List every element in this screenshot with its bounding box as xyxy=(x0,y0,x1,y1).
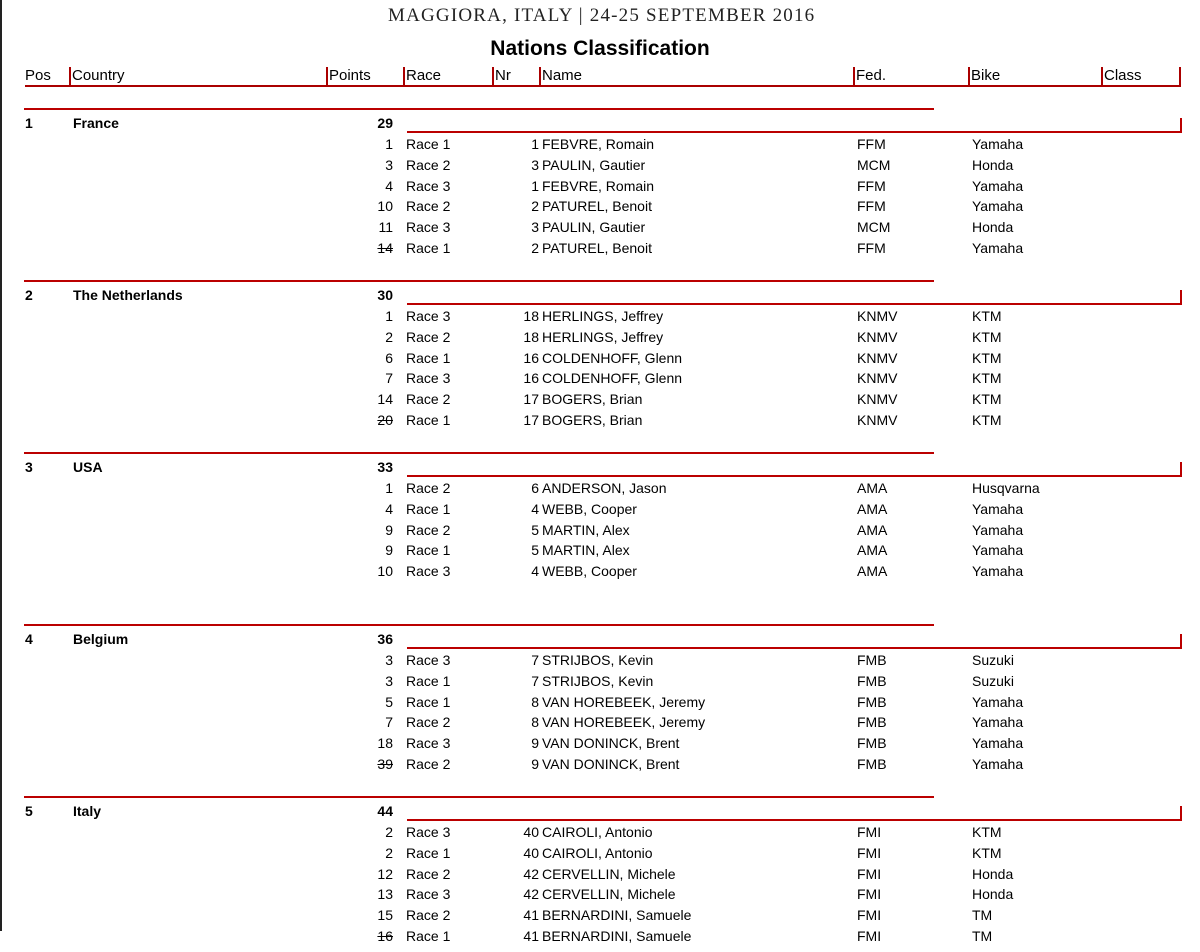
rider-federation: AMA xyxy=(857,542,888,559)
result-row xyxy=(0,178,1200,198)
result-race: Race 3 xyxy=(406,177,451,194)
result-points: 15 xyxy=(377,907,393,924)
result-race: Race 1 xyxy=(406,928,451,944)
rider-number: 2 xyxy=(531,240,539,256)
rider-federation: FMB xyxy=(857,756,887,772)
rider-federation: FMI xyxy=(857,907,882,924)
rider-number: 3 xyxy=(531,156,539,173)
rider-federation: KNMV xyxy=(857,328,898,345)
result-race: Race 2 xyxy=(406,156,451,173)
rider-bike: KTM xyxy=(972,328,1002,345)
result-row xyxy=(0,522,1200,542)
rider-name: MARTIN, Alex xyxy=(542,521,630,538)
result-points: 2 xyxy=(385,328,393,345)
nation-country: France xyxy=(73,115,119,131)
result-points: 18 xyxy=(377,735,393,752)
rider-name: WEBB, Cooper xyxy=(542,563,637,580)
section-divider xyxy=(24,280,934,282)
result-race: Race 1 xyxy=(406,542,451,559)
result-points: 9 xyxy=(385,542,393,559)
result-row xyxy=(0,756,1200,776)
rider-name: PAULIN, Gautier xyxy=(542,156,646,173)
rider-number: 41 xyxy=(523,907,539,924)
result-race: Race 2 xyxy=(406,391,451,408)
nation-country: Italy xyxy=(73,803,102,819)
rider-name: MARTIN, Alex xyxy=(542,542,630,559)
rider-bike: KTM xyxy=(972,844,1002,861)
column-header-country: Country xyxy=(69,67,326,87)
section-tick xyxy=(1180,118,1182,133)
rider-number: 1 xyxy=(531,136,539,152)
result-points: 4 xyxy=(385,177,393,194)
result-row xyxy=(0,886,1200,906)
result-race: Race 3 xyxy=(406,370,451,387)
section-underline xyxy=(407,647,1182,649)
rider-federation: FMB xyxy=(857,693,887,710)
rider-bike: Yamaha xyxy=(972,240,1024,256)
result-row xyxy=(0,563,1200,583)
rider-federation: KNMV xyxy=(857,370,898,387)
result-row xyxy=(0,480,1200,500)
result-row xyxy=(0,219,1200,239)
rider-federation: FMB xyxy=(857,714,887,731)
section-divider xyxy=(24,624,934,626)
rider-federation: FMB xyxy=(857,735,887,752)
rider-bike: Yamaha xyxy=(972,177,1024,194)
rider-bike: Yamaha xyxy=(972,714,1024,731)
nation-block xyxy=(0,780,1200,952)
rider-name: VAN DONINCK, Brent xyxy=(542,735,680,752)
result-points: 20 xyxy=(377,412,393,428)
rider-name: HERLINGS, Jeffrey xyxy=(542,308,664,324)
rider-federation: MCM xyxy=(857,219,891,236)
rider-number: 40 xyxy=(523,844,539,861)
result-points: 1 xyxy=(385,136,393,152)
result-row xyxy=(0,824,1200,844)
result-row xyxy=(0,391,1200,411)
rider-bike: KTM xyxy=(972,391,1002,408)
nation-country: The Netherlands xyxy=(73,287,183,303)
rider-bike: Yamaha xyxy=(972,198,1024,215)
rider-number: 18 xyxy=(523,328,539,345)
result-row xyxy=(0,542,1200,562)
result-race: Race 2 xyxy=(406,198,451,215)
rider-number: 7 xyxy=(531,652,539,668)
rider-number: 9 xyxy=(531,756,539,772)
result-points: 39 xyxy=(377,756,393,772)
rider-federation: FMI xyxy=(857,928,882,944)
nation-points: 33 xyxy=(377,459,393,475)
rider-bike: Yamaha xyxy=(972,756,1024,772)
result-race: Race 2 xyxy=(406,907,451,924)
rider-number: 16 xyxy=(523,370,539,387)
column-header-nr: Nr xyxy=(492,67,539,87)
rider-number: 41 xyxy=(523,928,539,944)
rider-bike: KTM xyxy=(972,349,1002,366)
rider-federation: MCM xyxy=(857,156,891,173)
rider-name: BOGERS, Brian xyxy=(542,412,643,428)
rider-bike: Yamaha xyxy=(972,136,1024,152)
section-underline xyxy=(407,303,1182,305)
result-race: Race 2 xyxy=(406,521,451,538)
result-row xyxy=(0,350,1200,370)
result-points: 1 xyxy=(385,308,393,324)
result-race: Race 3 xyxy=(406,824,451,840)
result-points: 16 xyxy=(377,928,393,944)
rider-bike: KTM xyxy=(972,824,1002,840)
result-points: 7 xyxy=(385,714,393,731)
rider-name: WEBB, Cooper xyxy=(542,500,637,517)
rider-bike: Honda xyxy=(972,865,1014,882)
result-points: 14 xyxy=(377,391,393,408)
result-points: 3 xyxy=(385,672,393,689)
rider-federation: FMI xyxy=(857,824,882,840)
result-points: 6 xyxy=(385,349,393,366)
rider-name: VAN HOREBEEK, Jeremy xyxy=(542,714,706,731)
rider-number: 8 xyxy=(531,714,539,731)
result-row xyxy=(0,412,1200,432)
nation-points: 29 xyxy=(377,115,393,131)
result-points: 14 xyxy=(377,240,393,256)
rider-bike: TM xyxy=(972,928,993,944)
result-race: Race 1 xyxy=(406,844,451,861)
rider-bike: KTM xyxy=(972,412,1002,428)
rider-number: 17 xyxy=(523,412,539,428)
rider-number: 17 xyxy=(523,391,539,408)
rider-name: FEBVRE, Romain xyxy=(542,177,655,194)
result-race: Race 3 xyxy=(406,652,451,668)
result-points: 9 xyxy=(385,521,393,538)
result-race: Race 3 xyxy=(406,219,451,236)
result-race: Race 2 xyxy=(406,714,451,731)
result-row xyxy=(0,845,1200,865)
rider-name: STRIJBOS, Kevin xyxy=(542,672,654,689)
nation-pos: 2 xyxy=(25,287,33,303)
rider-federation: KNMV xyxy=(857,349,898,366)
rider-federation: FMI xyxy=(857,886,882,903)
result-row xyxy=(0,735,1200,755)
nation-country: USA xyxy=(73,459,103,475)
result-row xyxy=(0,240,1200,260)
rider-federation: FMB xyxy=(857,652,887,668)
rider-bike: Yamaha xyxy=(972,500,1024,517)
column-header-bike: Bike xyxy=(968,67,1101,87)
rider-number: 6 xyxy=(531,480,539,496)
result-race: Race 3 xyxy=(406,308,451,324)
result-row xyxy=(0,652,1200,672)
rider-federation: KNMV xyxy=(857,412,898,428)
result-row xyxy=(0,308,1200,328)
rider-bike: KTM xyxy=(972,370,1002,387)
rider-name: PATUREL, Benoit xyxy=(542,198,652,215)
column-header-race: Race xyxy=(403,67,492,87)
section-underline xyxy=(407,819,1182,821)
rider-name: BERNARDINI, Samuele xyxy=(542,907,692,924)
rider-bike: Yamaha xyxy=(972,521,1024,538)
result-row xyxy=(0,329,1200,349)
rider-bike: Yamaha xyxy=(972,735,1024,752)
nations-list xyxy=(0,92,1200,952)
result-points: 7 xyxy=(385,370,393,387)
nation-block xyxy=(0,608,1200,780)
result-row xyxy=(0,928,1200,948)
rider-number: 16 xyxy=(523,349,539,366)
result-row xyxy=(0,501,1200,521)
rider-number: 4 xyxy=(531,563,539,580)
result-race: Race 2 xyxy=(406,865,451,882)
rider-name: FEBVRE, Romain xyxy=(542,136,655,152)
nation-pos: 1 xyxy=(25,115,33,131)
result-row xyxy=(0,157,1200,177)
rider-bike: Yamaha xyxy=(972,563,1024,580)
result-race: Race 2 xyxy=(406,756,451,772)
rider-name: HERLINGS, Jeffrey xyxy=(542,328,664,345)
result-points: 4 xyxy=(385,500,393,517)
page-title: Nations Classification xyxy=(490,37,710,60)
rider-name: CAIROLI, Antonio xyxy=(542,824,653,840)
rider-federation: FMB xyxy=(857,672,887,689)
event-header: MAGGIORA, ITALY | 24-25 SEPTEMBER 2016 xyxy=(388,5,816,26)
rider-number: 42 xyxy=(523,865,539,882)
result-points: 10 xyxy=(377,563,393,580)
rider-number: 1 xyxy=(531,177,539,194)
rider-bike: TM xyxy=(972,907,993,924)
result-race: Race 1 xyxy=(406,240,451,256)
rider-bike: Husqvarna xyxy=(972,480,1040,496)
nation-points: 44 xyxy=(377,803,393,819)
nation-block xyxy=(0,92,1200,264)
result-points: 13 xyxy=(377,886,393,903)
result-row xyxy=(0,198,1200,218)
column-header-class: Class xyxy=(1101,67,1181,87)
rider-name: COLDENHOFF, Glenn xyxy=(542,349,683,366)
column-header-points: Points xyxy=(326,67,403,87)
rider-name: COLDENHOFF, Glenn xyxy=(542,370,683,387)
rider-number: 9 xyxy=(531,735,539,752)
result-row xyxy=(0,866,1200,886)
nation-pos: 3 xyxy=(25,459,33,475)
rider-number: 8 xyxy=(531,693,539,710)
column-header-pos: Pos xyxy=(25,67,69,87)
rider-federation: FMI xyxy=(857,865,882,882)
result-points: 1 xyxy=(385,480,393,496)
nation-points: 36 xyxy=(377,631,393,647)
nation-points: 30 xyxy=(377,287,393,303)
rider-number: 18 xyxy=(523,308,539,324)
column-header-name: Name xyxy=(539,67,853,87)
nation-country: Belgium xyxy=(73,631,129,647)
rider-name: CERVELLIN, Michele xyxy=(542,886,676,903)
rider-federation: KNMV xyxy=(857,308,898,324)
section-divider xyxy=(24,108,934,110)
rider-number: 5 xyxy=(531,542,539,559)
result-race: Race 1 xyxy=(406,500,451,517)
result-points: 3 xyxy=(385,156,393,173)
rider-name: PAULIN, Gautier xyxy=(542,219,646,236)
rider-federation: FFM xyxy=(857,240,886,256)
nation-block xyxy=(0,264,1200,436)
section-tick xyxy=(1180,806,1182,821)
rider-federation: KNMV xyxy=(857,391,898,408)
result-row xyxy=(0,694,1200,714)
rider-number: 40 xyxy=(523,824,539,840)
result-row xyxy=(0,673,1200,693)
rider-number: 3 xyxy=(531,219,539,236)
rider-federation: FFM xyxy=(857,198,886,215)
rider-name: CAIROLI, Antonio xyxy=(542,844,653,861)
rider-federation: AMA xyxy=(857,563,888,580)
rider-number: 42 xyxy=(523,886,539,903)
column-header-fed: Fed. xyxy=(853,67,968,87)
rider-number: 4 xyxy=(531,500,539,517)
rider-federation: AMA xyxy=(857,521,888,538)
rider-name: BOGERS, Brian xyxy=(542,391,643,408)
rider-federation: AMA xyxy=(857,480,888,496)
rider-bike: Suzuki xyxy=(972,652,1015,668)
result-race: Race 3 xyxy=(406,886,451,903)
rider-federation: FFM xyxy=(857,136,886,152)
result-points: 12 xyxy=(377,865,393,882)
result-points: 10 xyxy=(377,198,393,215)
rider-bike: Honda xyxy=(972,886,1014,903)
section-divider xyxy=(24,796,934,798)
nation-pos: 5 xyxy=(25,803,33,819)
rider-bike: Yamaha xyxy=(972,693,1024,710)
section-underline xyxy=(407,475,1182,477)
rider-name: VAN DONINCK, Brent xyxy=(542,756,680,772)
rider-federation: FFM xyxy=(857,177,886,194)
rider-bike: Honda xyxy=(972,156,1014,173)
nation-block xyxy=(0,436,1200,608)
rider-name: STRIJBOS, Kevin xyxy=(542,652,654,668)
rider-number: 5 xyxy=(531,521,539,538)
nation-pos: 4 xyxy=(25,631,33,647)
section-divider xyxy=(24,452,934,454)
result-race: Race 1 xyxy=(406,136,451,152)
rider-number: 7 xyxy=(531,672,539,689)
rider-bike: Honda xyxy=(972,219,1014,236)
result-race: Race 2 xyxy=(406,480,451,496)
rider-number: 2 xyxy=(531,198,539,215)
result-row xyxy=(0,714,1200,734)
result-row xyxy=(0,907,1200,927)
rider-bike: Suzuki xyxy=(972,672,1015,689)
rider-bike: Yamaha xyxy=(972,542,1024,559)
result-race: Race 3 xyxy=(406,735,451,752)
rider-name: CERVELLIN, Michele xyxy=(542,865,676,882)
section-tick xyxy=(1180,290,1182,305)
rider-bike: KTM xyxy=(972,308,1002,324)
result-points: 5 xyxy=(385,693,393,710)
rider-federation: FMI xyxy=(857,844,882,861)
section-tick xyxy=(1180,634,1182,649)
rider-name: PATUREL, Benoit xyxy=(542,240,652,256)
result-race: Race 2 xyxy=(406,328,451,345)
result-race: Race 1 xyxy=(406,349,451,366)
result-race: Race 1 xyxy=(406,412,451,428)
rider-federation: AMA xyxy=(857,500,888,517)
section-tick xyxy=(1180,462,1182,477)
rider-name: BERNARDINI, Samuele xyxy=(542,928,692,944)
result-row xyxy=(0,370,1200,390)
result-points: 2 xyxy=(385,844,393,861)
result-race: Race 1 xyxy=(406,693,451,710)
rider-name: VAN HOREBEEK, Jeremy xyxy=(542,693,706,710)
section-underline xyxy=(407,131,1182,133)
rider-name: ANDERSON, Jason xyxy=(542,480,667,496)
result-row xyxy=(0,136,1200,156)
result-points: 2 xyxy=(385,824,393,840)
result-points: 11 xyxy=(378,219,393,236)
result-race: Race 1 xyxy=(406,672,451,689)
result-race: Race 3 xyxy=(406,563,451,580)
result-points: 3 xyxy=(385,652,393,668)
